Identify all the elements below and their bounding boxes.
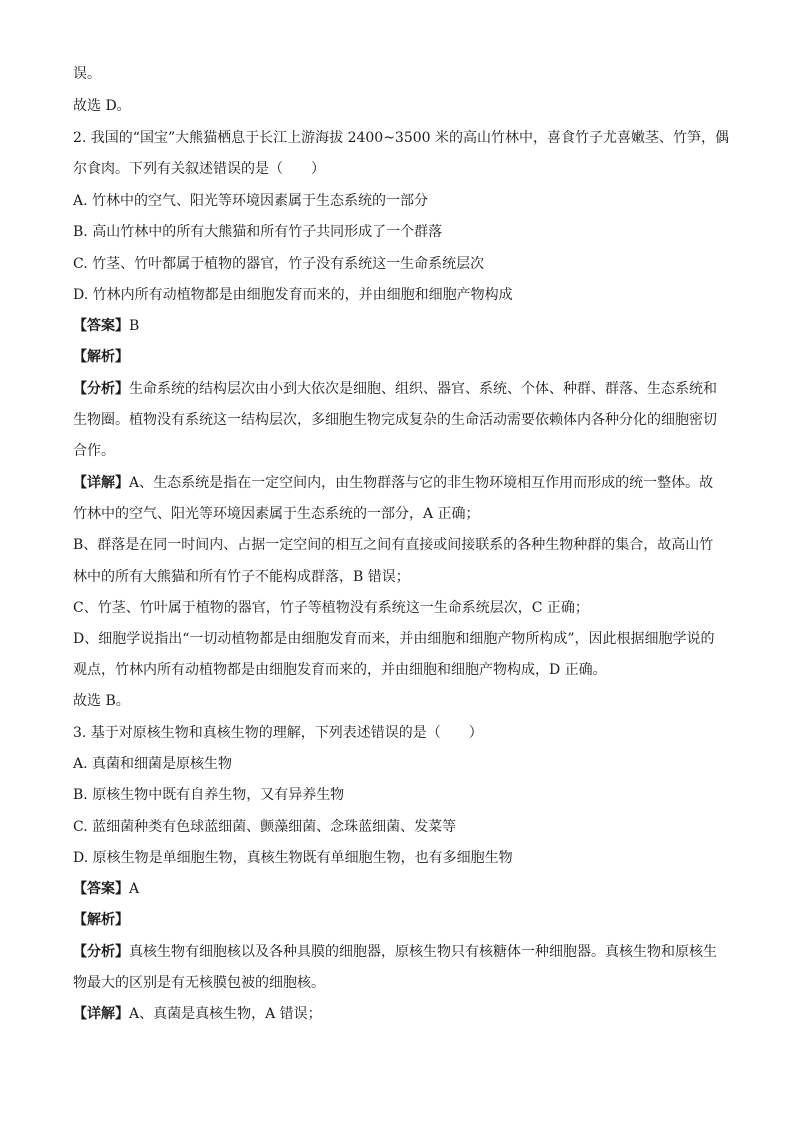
text-line: B、群落是在同一时间内、占据一定空间的相互之间有直接或间接联系的各种生物种群的集合，故高山竹 bbox=[73, 537, 714, 553]
answer-value: A bbox=[129, 881, 140, 897]
text-line: D、细胞学说指出“一切动植物都是由细胞发育而来，并由细胞和细胞产物所构成”，因此根据细胞学说的 bbox=[73, 631, 715, 647]
analysis-heading bbox=[73, 910, 129, 930]
option-a: A. 竹林中的空气、阳光等环境因素属于生态系统的一部分 bbox=[73, 193, 429, 209]
text-line: 合作。 bbox=[73, 443, 115, 459]
option-b: B. 高山竹林中的所有大熊猫和所有竹子共同形成了一个群落 bbox=[73, 224, 443, 240]
fenxi-text: 真核生物有细胞核以及各种具膜的细胞器，原核生物只有核糖体一种细胞器。真核生物和原核生 bbox=[129, 944, 717, 960]
xiangjie-text: A、真菌是真核生物，A 错误； bbox=[129, 1006, 322, 1022]
detail-line bbox=[73, 473, 713, 493]
conclusion-line: 故选 B。 bbox=[73, 693, 130, 709]
text-line: 林中的所有大熊猫和所有竹子不能构成群落，B 错误； bbox=[73, 569, 410, 585]
conclusion-line: 故选 D。 bbox=[73, 98, 131, 114]
text-line: C、竹茎、竹叶属于植物的器官，竹子等植物没有系统这一生命系统层次，C 正确； bbox=[73, 600, 589, 616]
question-2-stem: 2. 我国的“国宝”大熊猫栖息于长江上游海拔 2400~3500 米的高山竹林中，喜食竹子尤喜嫩茎、竹笋，偶 bbox=[73, 130, 730, 146]
xiangjie-tag: 【详解】 bbox=[73, 475, 129, 491]
analysis-tag: 【解析】 bbox=[73, 912, 129, 928]
xiangjie-tag: 【详解】 bbox=[73, 1006, 129, 1022]
answer-line bbox=[73, 879, 139, 899]
text-line: 观点，竹林内所有动植物都是由细胞发育而来的，并由细胞和细胞产物构成，D 正确。 bbox=[73, 662, 607, 678]
answer-tag: 【答案】 bbox=[73, 881, 129, 897]
text-line: 物最大的区别是有无核膜包被的细胞核。 bbox=[73, 975, 325, 991]
answer-line bbox=[73, 316, 139, 336]
analysis-heading bbox=[73, 347, 129, 367]
option-b: B. 原核生物中既有自养生物，又有异养生物 bbox=[73, 787, 345, 803]
text-line: 生物圈。植物没有系统这一结构层次，多细胞生物完成复杂的生命活动需要依赖体内各种分化的细胞密切 bbox=[73, 412, 717, 428]
analysis-line bbox=[73, 942, 717, 962]
option-c: C. 竹茎、竹叶都属于植物的器官，竹子没有系统这一生命系统层次 bbox=[73, 256, 485, 272]
question-3-stem: 3. 基于对原核生物和真核生物的理解，下列表述错误的是（ ） bbox=[73, 725, 483, 741]
answer-value: B bbox=[129, 318, 140, 334]
answer-tag: 【答案】 bbox=[73, 318, 129, 334]
fenxi-text: 生命系统的结构层次由小到大依次是细胞、组织、器官、系统、个体、种群、群落、生态系统和 bbox=[129, 381, 717, 397]
detail-line bbox=[73, 1004, 322, 1024]
option-d: D. 竹林内所有动植物都是由细胞发育而来的，并由细胞和细胞产物构成 bbox=[73, 287, 513, 303]
option-a: A. 真菌和细菌是原核生物 bbox=[73, 756, 233, 772]
fenxi-tag: 【分析】 bbox=[73, 381, 129, 397]
analysis-tag: 【解析】 bbox=[73, 349, 129, 365]
text-line: 竹林中的空气、阳光等环境因素属于生态系统的一部分，A 正确； bbox=[73, 506, 480, 522]
option-d: D. 原核生物是单细胞生物，真核生物既有单细胞生物，也有多细胞生物 bbox=[73, 850, 513, 866]
text-line: 误。 bbox=[73, 66, 101, 82]
xiangjie-text: A、生态系统是指在一定空间内，由生物群落与它的非生物环境相互作用而形成的统一整体。故 bbox=[129, 475, 714, 491]
analysis-line bbox=[73, 379, 717, 399]
option-c: C. 蓝细菌种类有色球蓝细菌、颤藻细菌、念珠蓝细菌、发菜等 bbox=[73, 819, 457, 835]
fenxi-tag: 【分析】 bbox=[73, 944, 129, 960]
question-2-stem-cont: 尔食肉。下列有关叙述错误的是（ ） bbox=[73, 161, 325, 177]
